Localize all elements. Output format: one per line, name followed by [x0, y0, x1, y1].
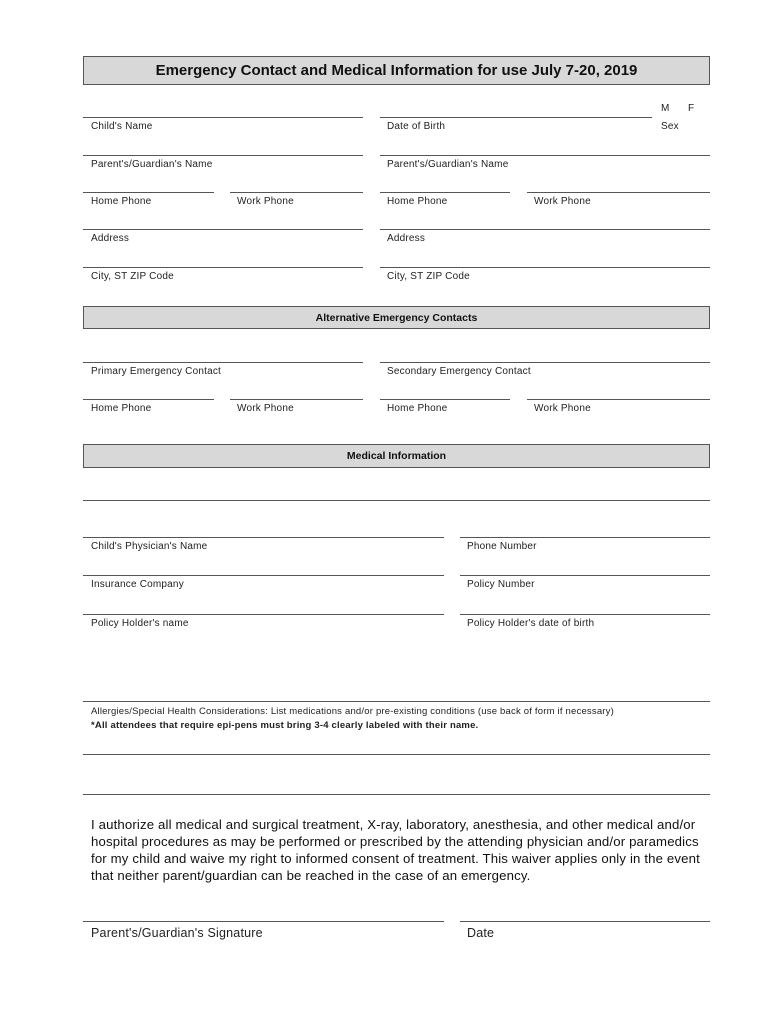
signature-field[interactable]: [83, 921, 444, 922]
childs-name-label: Child's Name: [91, 121, 153, 132]
secondary-contact-label: Secondary Emergency Contact: [387, 366, 531, 377]
alt-home-phone-2-field[interactable]: [380, 399, 510, 400]
physician-label: Child's Physician's Name: [91, 541, 208, 552]
alt-work-phone-2-field[interactable]: [527, 399, 710, 400]
alt-work-phone-2-label: Work Phone: [534, 403, 591, 414]
home-phone-1-label: Home Phone: [91, 196, 152, 207]
form-title-text: Emergency Contact and Medical Information for use July 7-20, 2019: [155, 62, 638, 79]
city-2-label: City, ST ZIP Code: [387, 271, 470, 282]
phone-number-field[interactable]: [460, 537, 710, 538]
guardian2-name-label: Parent's/Guardian's Name: [387, 159, 509, 170]
city-2-field[interactable]: [380, 267, 710, 268]
sex-label: Sex: [661, 121, 679, 132]
allergies-field[interactable]: [83, 701, 710, 702]
alternative-contacts-header: [83, 306, 710, 329]
sex-f-option[interactable]: F: [688, 103, 695, 114]
date-of-birth-label: Date of Birth: [387, 121, 446, 132]
holder-dob-field[interactable]: [460, 614, 710, 615]
form-title: [83, 56, 710, 85]
address-2-label: Address: [387, 233, 426, 244]
date-label: Date: [467, 926, 495, 940]
guardian1-name-label: Parent's/Guardian's Name: [91, 159, 213, 170]
home-phone-1-field[interactable]: [83, 192, 214, 193]
authorization-text: I authorize all medical and surgical treatment, X-ray, laboratory, anesthesia, and other medical and/or hospital procedures as may be performed or prescribed by the attending physician and/or paramedics for my child and waive my right to informed consent of treatment. This waiver applies only in the event that neither parent/guardian can be reached in the case of an emergency.: [91, 817, 700, 883]
guardian1-name-field[interactable]: [83, 155, 363, 156]
home-phone-2-field[interactable]: [380, 192, 510, 193]
allergies-line-3[interactable]: [83, 794, 710, 795]
address-1-label: Address: [91, 233, 130, 244]
date-of-birth-field[interactable]: [380, 117, 652, 118]
primary-contact-field[interactable]: [83, 362, 363, 363]
alt-home-phone-1-label: Home Phone: [91, 403, 152, 414]
insurance-field[interactable]: [83, 575, 444, 576]
secondary-contact-field[interactable]: [380, 362, 710, 363]
date-field[interactable]: [460, 921, 710, 922]
work-phone-1-field[interactable]: [230, 192, 363, 193]
holder-dob-label: Policy Holder's date of birth: [467, 618, 595, 629]
work-phone-2-field[interactable]: [527, 192, 710, 193]
address-2-field[interactable]: [380, 229, 710, 230]
insurance-label: Insurance Company: [91, 579, 184, 590]
home-phone-2-label: Home Phone: [387, 196, 448, 207]
alt-work-phone-1-label: Work Phone: [237, 403, 294, 414]
medical-information-header: [83, 444, 710, 468]
work-phone-2-label: Work Phone: [534, 196, 591, 207]
childs-name-field[interactable]: [83, 117, 363, 118]
signature-label: Parent's/Guardian's Signature: [91, 926, 263, 940]
guardian2-name-field[interactable]: [380, 155, 710, 156]
address-1-field[interactable]: [83, 229, 363, 230]
holder-name-label: Policy Holder's name: [91, 618, 189, 629]
holder-name-field[interactable]: [83, 614, 444, 615]
alt-home-phone-2-label: Home Phone: [387, 403, 448, 414]
policy-number-label: Policy Number: [467, 579, 535, 590]
alternative-contacts-title: Alternative Emergency Contacts: [315, 311, 478, 324]
allergies-line-2[interactable]: [83, 754, 710, 755]
allergies-label: Allergies/Special Health Considerations: List medications and/or pre-existing conditions (use back of form if necessary): [91, 706, 614, 717]
policy-number-field[interactable]: [460, 575, 710, 576]
primary-contact-label: Primary Emergency Contact: [91, 366, 222, 377]
phone-number-label: Phone Number: [467, 541, 537, 552]
medical-information-title: Medical Information: [346, 450, 447, 462]
alt-home-phone-1-field[interactable]: [83, 399, 214, 400]
alt-work-phone-1-field[interactable]: [230, 399, 363, 400]
physician-field[interactable]: [83, 537, 444, 538]
city-1-label: City, ST ZIP Code: [91, 271, 174, 282]
epipen-note: *All attendees that require epi-pens must bring 3-4 clearly labeled with their name.: [91, 720, 479, 731]
medical-blank-line[interactable]: [83, 500, 710, 501]
sex-m-option[interactable]: M: [661, 103, 670, 114]
city-1-field[interactable]: [83, 267, 363, 268]
work-phone-1-label: Work Phone: [237, 196, 294, 207]
